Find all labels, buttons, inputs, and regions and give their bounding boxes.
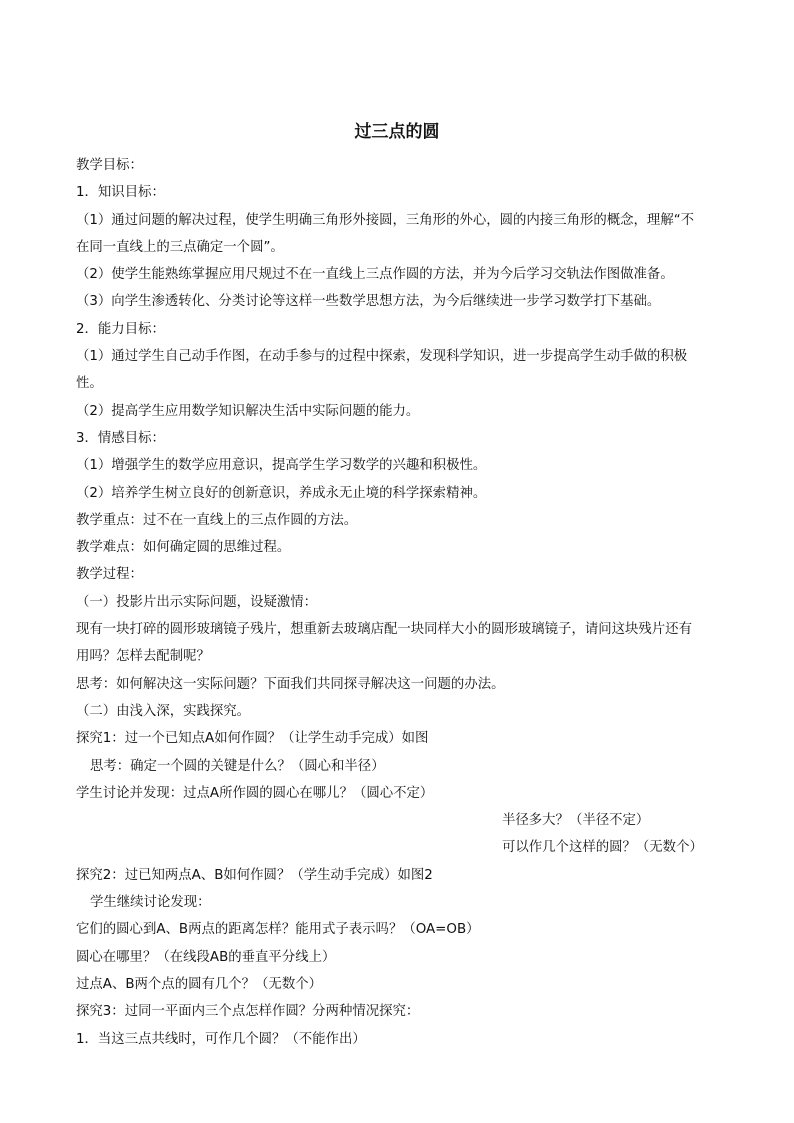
text-line: 圆心在哪里？（在线段AB的垂直平分线上） (76, 949, 336, 965)
text-line: 性。 (76, 376, 103, 392)
text-line: 思考：确定一个圆的关键是什么？（圆心和半径） (90, 758, 385, 774)
text-line: （1）通过问题的解决过程，使学生明确三角形外接圆，三角形的外心，圆的内接三角形的概念，理解“不 (76, 212, 695, 228)
text-line: 用吗？怎样去配制呢？ (76, 649, 210, 665)
text-line: 探究1：过一个已知点A如何作圆？（让学生动手完成）如图 (76, 731, 429, 747)
text-line: 1．知识目标： (76, 185, 165, 201)
text-line: （3）向学生渗透转化、分类讨论等这样一些数学思想方法，为今后继续进一步学习数学打下基础。 (76, 294, 661, 310)
text-line: （2）提高学生应用数学知识解决生活中实际问题的能力。 (76, 403, 420, 419)
document-body (76, 152, 726, 1053)
text-line: 2．能力目标： (76, 321, 165, 337)
text-line: 它们的圆心到A、B两点的距离怎样？能用式子表示吗？（OA=OB） (76, 922, 480, 938)
text-line: （2）使学生能熟练掌握应用尺规过不在一直线上三点作圆的方法，并为今后学习交轨法作图做准备。 (76, 267, 674, 283)
text-line: 教学过程： (76, 567, 143, 583)
text-line: 学生继续讨论发现： (90, 895, 211, 911)
text-line: 探究2：过已知两点A、B如何作圆？（学生动手完成）如图2 (76, 867, 433, 883)
text-line: （一）投影片出示实际问题，设疑激情： (76, 594, 318, 610)
text-line: 1．当这三点共线时，可作几个圆？（不能作出） (76, 1031, 366, 1047)
text-line: 3．情感目标： (76, 430, 165, 446)
text-line: （二）由浅入深，实践探究。 (76, 703, 251, 719)
text-line: 半径多大？（半径不定） (502, 813, 650, 829)
text-line: 思考：如何解决这一实际问题？下面我们共同探寻解决这一问题的办法。 (76, 676, 505, 692)
document-title: 过三点的圆 (354, 122, 440, 142)
text-line: 在同一直线上的三点确定一个圆”。 (76, 239, 284, 255)
text-line: （1）增强学生的数学应用意识，提高学生学习数学的兴趣和积极性。 (76, 458, 487, 474)
text-line: 可以作几个这样的圆？（无数个） (502, 840, 703, 856)
text-line: 教学重点：过不在一直线上的三点作圆的方法。 (76, 512, 358, 528)
text-line: 学生讨论并发现：过点A所作圆的圆心在哪儿？（圆心不定） (76, 785, 434, 801)
text-line: 教学目标： (76, 158, 143, 173)
text-line: 过点A、B两个点的圆有几个？（无数个） (76, 976, 322, 992)
text-line: （1）通过学生自己动手作图，在动手参与的过程中探索，发现科学知识，进一步提高学生动手做的积极 (76, 349, 688, 365)
text-line: 探究3：过同一平面内三个点怎样作圆？分两种情况探究： (76, 1004, 420, 1020)
text-line: 教学难点：如何确定圆的思维过程。 (76, 540, 291, 556)
text-line: 现有一块打碎的圆形玻璃镜子残片，想重新去玻璃店配一块同样大小的圆形玻璃镜子，请问这块残片还有 (76, 622, 692, 638)
text-line: （2）培养学生树立良好的创新意识，养成永无止境的科学探索精神。 (76, 485, 487, 501)
